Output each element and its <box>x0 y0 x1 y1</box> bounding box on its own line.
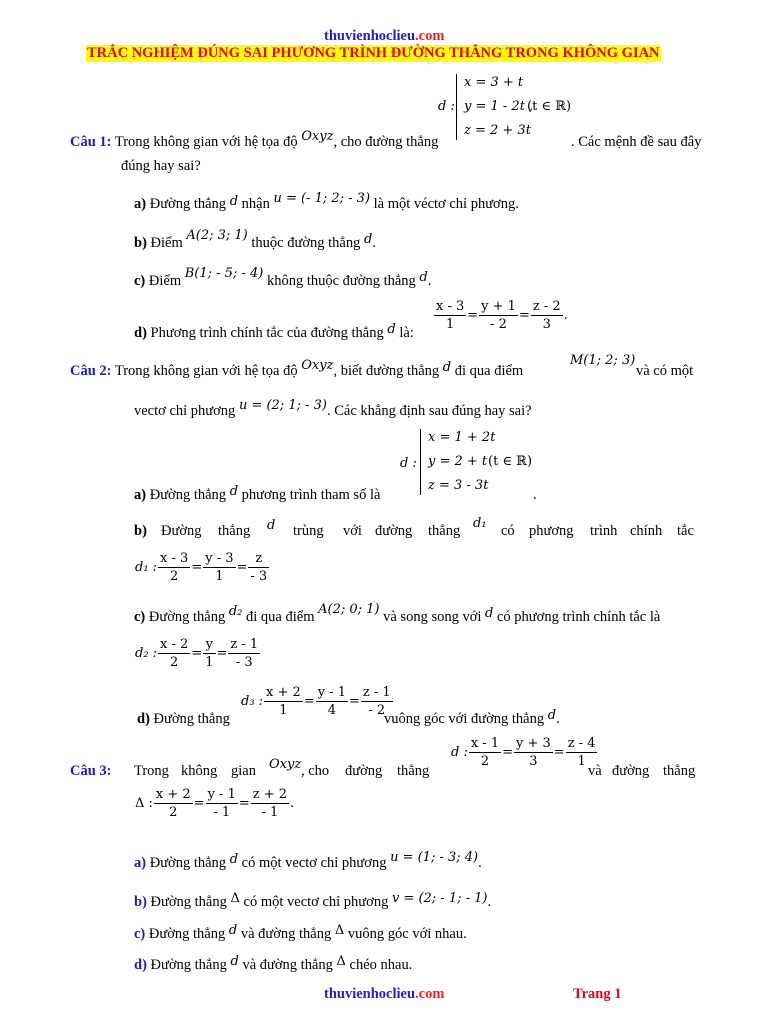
word: đường <box>345 763 383 779</box>
equals: = <box>518 308 530 323</box>
fraction <box>154 786 193 821</box>
text: vectơ chỉ phương <box>134 403 236 419</box>
text: . Các khẳng định sau đúng hay sai? <box>326 403 532 419</box>
math: Oxyz <box>301 129 334 144</box>
text: Trong không gian với hệ tọa độ <box>114 134 298 150</box>
text: , cho đường thẳng <box>333 134 439 150</box>
fraction <box>479 298 518 333</box>
q2-option-a-end: . <box>533 487 537 503</box>
option-label: a) <box>134 487 147 503</box>
equals: = <box>553 745 565 760</box>
fraction <box>158 636 190 671</box>
text: Trong không gian với hệ tọa độ <box>114 363 298 379</box>
equals: = <box>191 646 203 661</box>
math: Oxyz <box>301 358 334 373</box>
word: trình <box>590 523 618 539</box>
option-label: c) <box>134 926 146 942</box>
equation-label: Δ : <box>135 796 153 811</box>
word: thẳng <box>397 763 430 779</box>
question-label: Câu 1: <box>70 134 112 150</box>
system-row: z = 2 + 3t <box>464 123 531 138</box>
denominator: 1 <box>445 317 455 332</box>
word: gian <box>231 763 256 779</box>
q2-c-equation <box>134 636 260 671</box>
word: phương <box>529 523 574 539</box>
q1-system-label: d : <box>438 99 455 114</box>
text: . <box>290 796 295 811</box>
denominator: 4 <box>327 703 336 718</box>
text: Đường thẳng <box>149 196 227 212</box>
q3-option-d <box>134 956 412 975</box>
option-label: d) <box>137 711 150 727</box>
q2-param-range: (t ∈ ℝ) <box>488 454 533 469</box>
fraction <box>316 684 348 719</box>
text: là: <box>399 325 414 341</box>
numerator: z - 4 <box>567 736 596 751</box>
option-label: c) <box>134 273 146 289</box>
fraction <box>203 550 235 585</box>
text: , biết đường thẳng <box>333 363 440 379</box>
numerator: x + 2 <box>266 685 301 700</box>
q2-intro <box>70 358 524 381</box>
q1-option-b <box>134 228 376 253</box>
text: Đường thẳng <box>149 487 227 503</box>
brace <box>456 74 463 140</box>
numerator: z - 1 <box>362 685 391 700</box>
question-label: Câu 3: <box>70 763 112 779</box>
math-point: A(2; 0; 1) <box>318 602 380 617</box>
site-name-part: thuvienhoclieu <box>324 986 416 1002</box>
word: đường <box>375 523 413 539</box>
denominator: - 3 <box>250 569 268 584</box>
page-title: TRẮC NGHIỆM ĐÚNG SAI PHƯƠNG TRÌNH ĐƯỜNG THẲNG TRONG KHÔNG GIAN <box>87 45 660 61</box>
math: d <box>228 923 238 938</box>
math-point: A(2; 3; 1) <box>186 228 248 243</box>
equation-label: d : <box>451 745 468 760</box>
system-row: z = 3 - 3t <box>428 478 489 493</box>
option-label: a) <box>134 855 147 871</box>
equals: = <box>216 646 228 661</box>
option-label: b) <box>134 235 147 251</box>
text: có một vectơ chỉ phương <box>241 855 387 871</box>
equals: = <box>349 694 360 709</box>
word: thẳng <box>663 763 696 779</box>
text: . <box>372 235 376 251</box>
text: và song song với <box>383 609 482 625</box>
q3-delta-equation <box>134 786 295 821</box>
math: d <box>267 518 276 533</box>
q2-b-equation <box>134 550 269 585</box>
q2-option-c <box>134 602 661 627</box>
text: đi qua điểm <box>454 363 524 379</box>
text: . <box>563 308 568 323</box>
q1-d-equation <box>434 298 569 333</box>
math: d <box>363 232 373 247</box>
word: tắc <box>677 523 694 539</box>
numerator: z - 1 <box>230 637 259 652</box>
fraction <box>531 298 563 333</box>
q3-option-c <box>134 925 467 944</box>
equals: = <box>467 308 479 323</box>
word: Trong <box>134 763 169 779</box>
fraction <box>228 636 260 671</box>
math: d <box>547 708 557 723</box>
text: Đường thẳng <box>150 957 227 973</box>
system-row: y = 1 - 2t , <box>464 99 534 114</box>
denominator: - 3 <box>235 655 253 670</box>
site-domain-part: .com <box>415 28 445 44</box>
math-point: B(1; - 5; - 4) <box>184 266 264 281</box>
option-label: d) <box>134 325 147 341</box>
text: Phương trình chính tắc của đường thẳng <box>150 325 384 341</box>
equals: = <box>236 560 248 575</box>
math: d <box>230 954 239 969</box>
math: Δ <box>230 891 240 906</box>
denominator: 2 <box>169 805 178 820</box>
option-label: c) <box>134 609 146 625</box>
denominator: 2 <box>480 754 490 769</box>
numerator: y + 1 <box>481 299 516 314</box>
text: thuộc đường thẳng <box>251 235 361 251</box>
fraction <box>514 735 553 770</box>
fraction <box>248 550 269 585</box>
q1-param-range: (t ∈ ℝ) <box>527 99 572 114</box>
denominator: 3 <box>529 754 538 769</box>
word: Đường <box>161 523 202 539</box>
numerator: y + 3 <box>516 736 551 751</box>
q1-option-c <box>134 266 432 291</box>
word: , cho <box>301 763 330 779</box>
numerator: y - 3 <box>205 551 234 566</box>
numerator: x - 3 <box>160 551 189 566</box>
math: Oxyz <box>269 757 302 772</box>
option-label: d) <box>134 957 147 973</box>
denominator: - 2 <box>490 317 507 332</box>
text: Đường thẳng <box>148 926 226 942</box>
option-label: b) <box>134 894 147 910</box>
math-vector: u = (- 1; 2; - 3) <box>273 191 371 206</box>
text: Điểm <box>150 235 183 251</box>
text: có phương trình chính tắc là <box>497 609 661 625</box>
q2-point: M(1; 2; 3) <box>570 353 636 368</box>
math: d <box>442 360 452 375</box>
equation-label: d₃ : <box>241 694 264 709</box>
text: không thuộc đường thẳng <box>266 273 416 289</box>
math: d <box>229 194 239 209</box>
denominator: 1 <box>577 754 586 769</box>
fraction <box>158 550 190 585</box>
q2-system-label: d : <box>400 456 417 471</box>
math: d <box>229 852 239 867</box>
math: d <box>485 606 494 621</box>
fraction <box>251 786 289 821</box>
equals: = <box>502 745 514 760</box>
q1-intro-cont: đúng hay sai? <box>121 158 201 174</box>
denominator: 2 <box>170 655 179 670</box>
math: Δ <box>334 923 345 938</box>
word: đường <box>612 763 650 779</box>
q1-intro-end: . Các mệnh đề sau đây <box>571 134 702 150</box>
math-vector: u = (1; - 3; 4) <box>390 850 479 865</box>
q2-d-equation <box>240 684 393 719</box>
text: Điểm <box>148 273 182 289</box>
fraction <box>264 684 303 719</box>
site-name-part: thuvienhoclieu <box>324 28 416 44</box>
numerator: x - 2 <box>160 637 189 652</box>
text: Đường thẳng <box>148 609 226 625</box>
text: Đường thẳng <box>150 894 227 910</box>
q1-option-d <box>134 324 414 343</box>
word: thẳng <box>428 523 461 539</box>
fraction <box>469 735 501 770</box>
q1-option-a <box>134 191 519 214</box>
equation-label: d₂ : <box>135 646 158 661</box>
numerator: z + 2 <box>252 787 288 802</box>
denominator: 2 <box>170 569 179 584</box>
denominator: 1 <box>205 655 214 670</box>
text: và đường thẳng <box>242 957 333 973</box>
footer-site-name <box>324 985 444 1003</box>
question-label: Câu 2: <box>70 363 112 379</box>
q2-intro-cont <box>134 398 532 421</box>
numerator: x - 3 <box>436 299 465 314</box>
q3-option-b <box>134 893 491 912</box>
equals: = <box>193 796 205 811</box>
text: Đường thẳng <box>149 855 227 871</box>
math-vector: v = (2; - 1; - 1) <box>391 891 488 906</box>
equals: = <box>191 560 203 575</box>
word: với <box>343 523 362 539</box>
text: vuông góc với đường thẳng <box>384 711 545 727</box>
numerator: z <box>248 550 269 568</box>
denominator: 3 <box>542 317 551 332</box>
fraction <box>203 636 215 671</box>
math: d <box>419 270 428 285</box>
q2-option-d-end <box>384 710 560 729</box>
math: d₁ <box>473 516 487 531</box>
denominator: - 1 <box>261 805 279 820</box>
text: chéo nhau. <box>349 957 413 973</box>
text: . <box>487 894 492 910</box>
q3-d-equation <box>450 735 597 770</box>
text: là một véctơ chỉ phương. <box>373 196 519 212</box>
text: . <box>478 855 482 871</box>
numerator: y - 1 <box>317 685 346 700</box>
denominator: - 2 <box>368 703 386 718</box>
numerator: x + 2 <box>155 787 191 802</box>
numerator: y - 1 <box>207 787 236 802</box>
numerator: x - 1 <box>470 736 500 751</box>
q2-intro-end: và có một <box>636 363 694 379</box>
q3-option-a <box>134 850 482 873</box>
site-domain-part: .com <box>415 986 445 1002</box>
text: phương trình tham số là <box>241 487 381 503</box>
math: d <box>387 322 396 337</box>
fraction <box>434 298 466 333</box>
word: thẳng <box>218 523 251 539</box>
page-number: Trang 1 <box>573 986 622 1002</box>
text: và đường thẳng <box>240 926 332 942</box>
math-vector: u = (2; 1; - 3) <box>238 398 327 413</box>
text: . <box>556 711 560 727</box>
text: . <box>427 273 432 289</box>
denominator: 1 <box>279 703 288 718</box>
option-label: a) <box>134 196 147 212</box>
denominator: 1 <box>215 569 224 584</box>
brace <box>420 429 427 495</box>
system-row: x = 3 + t <box>464 75 524 90</box>
fraction <box>206 786 238 821</box>
text: đi qua điểm <box>246 609 315 625</box>
q2-b-label: b) <box>134 523 147 539</box>
text: vuông góc với nhau. <box>347 926 467 942</box>
math: Δ <box>336 954 346 969</box>
q2-option-a <box>134 486 380 505</box>
word: chính <box>630 523 663 539</box>
equals: = <box>238 796 250 811</box>
system-row: x = 1 + 2t <box>428 430 496 445</box>
numerator: z - 2 <box>532 299 561 314</box>
equals: = <box>303 694 315 709</box>
math: d <box>229 484 239 499</box>
math: d₂ <box>228 604 243 619</box>
text: có một vectơ chỉ phương <box>243 894 389 910</box>
system-row: y = 2 + t <box>428 454 488 469</box>
word: và <box>588 763 602 779</box>
word: trùng <box>293 523 324 539</box>
numerator: y <box>203 636 215 654</box>
denominator: - 1 <box>213 805 231 820</box>
text: Đường thẳng <box>153 711 230 727</box>
word: không <box>181 763 218 779</box>
equation-label: d₁ : <box>135 560 158 575</box>
word: có <box>501 523 515 539</box>
text: nhận <box>241 196 270 212</box>
q1-intro <box>70 129 439 152</box>
q2-option-d <box>137 710 230 728</box>
header-site-name <box>324 27 444 45</box>
